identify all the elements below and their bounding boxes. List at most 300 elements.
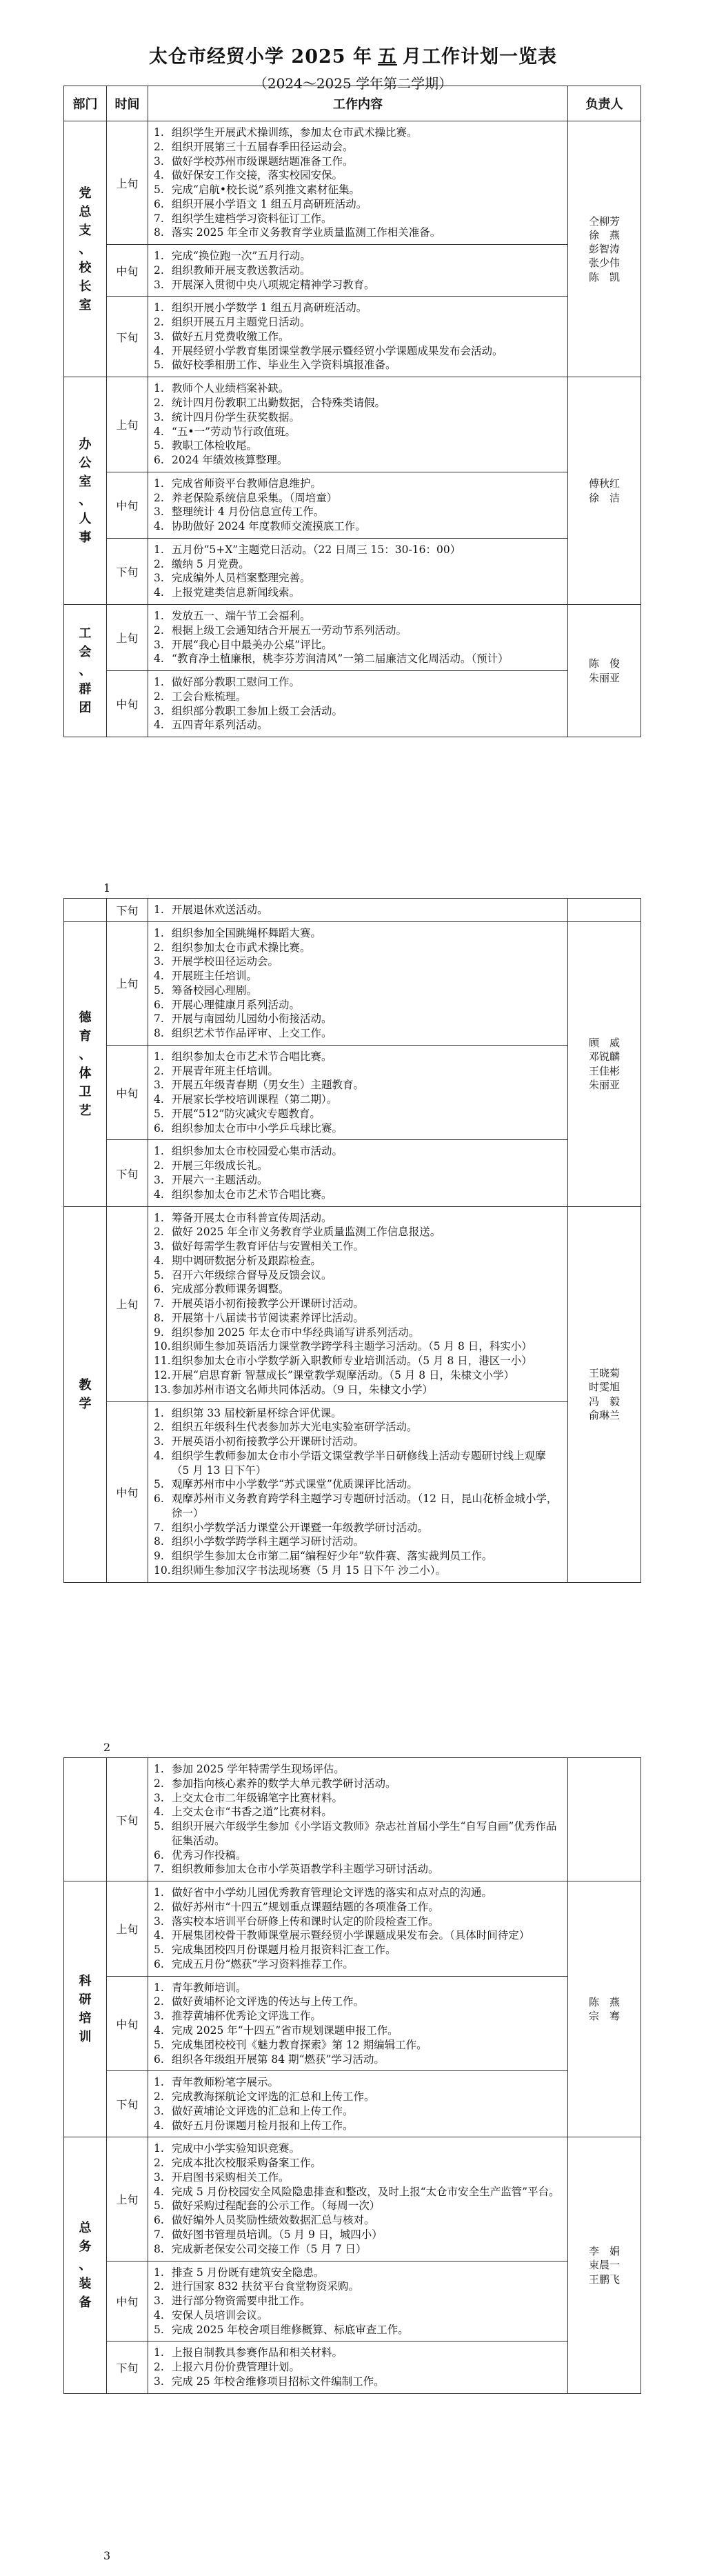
work-cell [148,2342,568,2393]
responsible-person: 时雯旭 [588,1381,620,1394]
work-item [154,1326,562,1340]
item-text: 组织五年级科生代表参加苏大光电实验室研学活动。 [172,1421,418,1434]
item-number: 3. [154,154,164,168]
item-text: 统计四月份教职工出勤数据，合特殊类请假。 [172,397,386,410]
dept-char: 会 [79,645,92,660]
item-text: 组织开展小学语文 1 组五月高研班活动。 [172,197,367,210]
responsible-person: 王鹏飞 [588,2273,620,2286]
work-item [154,1886,562,1900]
item-text: 观摩苏州市义务教育跨学科主题学习专题研讨活动。（12 日，昆山花桥金城小学，徐一） [172,1492,558,1519]
item-text: 做好部分教职工慰问工作。 [172,676,301,689]
item-number: 4. [154,1449,164,1462]
item-number: 7. [154,212,164,225]
responsible-person: 王晓菊 [588,1367,620,1380]
item-number: 6. [154,1492,164,1506]
work-item [154,926,562,941]
item-number: 8. [154,2242,164,2255]
item-number: 2. [154,316,164,329]
work-cell [148,377,568,472]
item-number: 1. [154,301,164,314]
work-item [154,1957,562,1972]
item-text: 组织学生教师参加太仓市小学语文课堂教学半日研修线上活动专题研讨线上观摩（5 月 13 日下午） [172,1449,546,1477]
item-text: 教师个人业绩档案补缺。 [172,382,290,395]
item-text: 开展学校田径运动会。 [172,955,279,968]
work-item [154,1383,562,1397]
resp-cell [568,921,641,1206]
work-item [154,453,562,468]
item-number: 2. [154,397,164,410]
work-cell [148,604,568,670]
plan-row [64,899,641,922]
item-number: 2. [154,1900,164,1913]
item-text: 发放五一、端午节工会福利。 [172,609,311,622]
work-cell [148,899,568,922]
work-item [154,263,562,278]
work-item [154,1420,562,1435]
item-number: 6. [154,998,164,1011]
item-text: 组织教师参加太仓市小学英语教学科主题学习研讨活动。 [172,1863,439,1876]
plan-row [64,2342,641,2393]
work-item-list [154,2075,562,2133]
work-item [154,212,562,226]
work-item [154,477,562,491]
item-number: 1. [154,676,164,689]
page-subtitle: （2024～2025 学年第二学期） [253,75,453,92]
item-text: 组织学生建档学习资料征订工作。 [172,212,332,225]
item-text: 组织师生参加英语活力课堂教学跨学科主题学习活动。（5 月 8 日，科实小） [172,1340,532,1353]
col-header-dept: 部门 [64,86,107,121]
item-text: 开展第十八届读书节阅读素养评比活动。 [172,1311,365,1324]
work-item-list [154,381,562,468]
work-item [154,1268,562,1283]
responsible-person: 张少伟 [588,257,620,270]
resp-cell [568,1758,641,1881]
item-number: 4. [154,586,164,599]
responsible-person: 陈 俊 [588,657,620,670]
item-text: 组织各年级组开展第 84 期“燃获”学习活动。 [172,2053,385,2066]
item-number: 5. [154,183,164,197]
time-cell: 上旬 [107,921,148,1045]
work-item [154,301,562,315]
page-title [0,0,706,68]
work-item [154,571,562,586]
item-text: 开展英语小初衔接教学公开课研讨活动。 [172,1297,365,1310]
dept-cell [64,1881,107,2137]
item-number: 4. [154,2308,164,2322]
item-text: 组织参加太仓市小学数学新入职教师专业培训活动。（5 月 8 日，港区一小） [172,1355,532,1368]
item-text: 做好黄埔论文评选的汇总和上传工作。 [172,2104,354,2117]
responsible-person: 束晨一 [588,2259,620,2272]
dept-char: 室 [79,474,92,489]
work-item [154,543,562,557]
item-number: 1. [154,1886,164,1899]
item-text: 完成省师资平台教师信息维护。 [172,477,322,490]
work-item [154,718,562,732]
work-item [154,2024,562,2038]
page-1 [0,0,706,98]
work-cell [148,1881,568,1977]
responsible-person: 朱丽亚 [588,1078,620,1091]
table-header-row [64,86,641,121]
item-number: 1. [154,543,164,556]
item-number: 1. [154,1050,164,1063]
item-number: 3. [154,330,164,343]
work-item [154,652,562,666]
work-cell [148,538,568,604]
item-text: 组织参加太仓市艺术节合唱比赛。 [172,1188,332,1201]
item-text: 开启图书采购相关工作。 [172,2170,290,2184]
item-text: 做好编外人员奖励性绩效数据汇总与核对。 [172,2214,375,2227]
item-number: 8. [154,1027,164,1040]
dept-char: 、 [79,2258,92,2273]
item-text: 完成“换位跑一次”五月行动。 [172,250,311,263]
item-number: 5. [154,359,164,372]
item-text: 组织学生开展武术操训练，参加太仓市武术操比赛。 [172,126,418,139]
work-item [154,1188,562,1202]
item-text: 参加苏州市语文名师共同体活动。（9 日，朱棣文小学） [172,1383,434,1396]
item-number: 4. [154,1093,164,1106]
work-item-list [154,1406,562,1578]
time-cell: 下旬 [107,538,148,604]
work-item [154,1762,562,1777]
item-number: 1. [154,1211,164,1224]
work-item-list [154,126,562,240]
work-item [154,586,562,600]
work-item [154,2294,562,2308]
dept-char: 训 [79,2030,92,2045]
item-text: 开展“启思育新 智慧成长”课堂教学观摩活动。（5 月 8 日，朱棣文小学） [172,1368,515,1381]
work-item [154,2038,562,2053]
plan-table-page-2 [63,898,641,1583]
col-header-resp: 负责人 [568,86,641,121]
dept-char: 校 [79,260,92,275]
work-item [154,704,562,719]
time-cell: 下旬 [107,1758,148,1881]
item-number: 10. [154,1564,171,1577]
item-text: 根据上级工会通知结合开展五一劳动节系列活动。 [172,623,407,637]
dept-char: 工 [79,626,92,641]
work-item [154,1449,562,1478]
work-item [154,2213,562,2228]
item-number: 4. [154,1929,164,1942]
responsible-person: 冯 毅 [588,1395,620,1408]
item-number: 5. [154,1944,164,1957]
item-number: 4. [154,520,164,533]
item-text: 整理统计 4 月份信息宣传工作。 [172,506,325,519]
col-header-time: 时间 [107,86,148,121]
work-item [154,1211,562,1226]
plan-row [64,377,641,472]
item-number: 2. [154,2280,164,2293]
section-office [64,377,641,605]
item-number: 1. [154,1145,164,1158]
item-number: 3. [154,1079,164,1092]
item-text: 开展退休欢送活动。 [172,903,268,916]
item-text: 开展青年班主任培训。 [172,1064,279,1077]
time-cell: 下旬 [107,297,148,377]
work-cell [148,121,568,245]
work-item [154,1435,562,1449]
work-item [154,226,562,240]
dept-char: 长 [79,279,92,294]
work-item [154,381,562,396]
time-cell: 上旬 [107,1881,148,1977]
responsible-person: 顾 威 [588,1037,620,1050]
work-item [154,197,562,212]
resp-cell [568,1881,641,2137]
item-number: 6. [154,1283,164,1296]
item-text: 组织小学数学跨学科主题学习研讨活动。 [172,1535,365,1548]
work-item [154,2090,562,2104]
item-text: 组织开展小学数学 1 组五月高研班活动。 [172,301,367,314]
work-item [154,1354,562,1368]
item-text: 协助做好 2024 年度教师交流摸底工作。 [172,520,366,533]
responsible-person: 邓锐麟 [588,1050,620,1064]
work-item-list [154,543,562,600]
item-number: 4. [154,169,164,182]
item-number: 1. [154,1406,164,1419]
work-cell [148,472,568,538]
work-item [154,2053,562,2067]
col-header-work: 工作内容 [148,86,568,121]
work-item [154,1981,562,1995]
dept-cell [64,1206,107,1582]
resp-cell [568,1206,641,1582]
dept-char: 体 [79,1066,92,1081]
plan-row [64,245,641,297]
work-item [154,1995,562,2009]
plan-row [64,1045,641,1140]
item-text: 做好 2025 年全市义务教育学业质量监测工作信息报送。 [172,1226,441,1239]
resp-cell [568,604,641,737]
dept-char: 支 [79,223,92,238]
item-number: 2. [154,263,164,277]
item-number: 9. [154,1326,164,1339]
work-item-list [154,249,562,292]
item-text: 组织开展第三十五届春季田径运动会。 [172,140,354,153]
item-number: 2. [154,1995,164,2008]
item-number: 5. [154,1820,164,1833]
plan-row [64,921,641,1045]
item-text: 开展深入贯彻中央八项规定精神学习教育。 [172,278,375,291]
time-cell: 上旬 [107,377,148,472]
dept-char: 卫 [79,1084,92,1099]
work-item-list [154,2266,562,2337]
work-item-list [154,903,562,917]
work-item [154,2279,562,2294]
resp-cell [568,2137,641,2393]
time-cell: 上旬 [107,1206,148,1401]
work-item [154,1173,562,1188]
work-item [154,505,562,519]
item-text: “五•一”劳动节行政值班。 [172,425,296,438]
item-number: 10. [154,1340,171,1353]
item-text: 开展与南园幼儿园幼小衔接活动。 [172,1012,332,1026]
plan-table-page-1 [63,86,641,737]
item-text: 开展家长学校培训课程（第二期）。 [172,1093,338,1106]
work-item [154,690,562,704]
work-cell [148,1976,568,2071]
item-number: 2. [154,1777,164,1790]
item-text: 落实校本培训平台研修上传和课时认定的阶段检查工作。 [172,1915,439,1928]
time-cell: 下旬 [107,899,148,922]
responsible-person: 朱丽亚 [588,671,620,684]
work-item [154,278,562,292]
responsible-person: 俞琳兰 [588,1408,620,1421]
work-item [154,2228,562,2242]
dept-char: 培 [79,2011,92,2026]
item-number: 7. [154,2228,164,2241]
item-number: 2. [154,1421,164,1434]
plan-row [64,2137,641,2261]
item-number: 3. [154,410,164,423]
work-item [154,249,562,263]
item-number: 1. [154,126,164,139]
item-text: 上报自制教具参赛作品和相关材料。 [172,2346,343,2359]
work-item [154,410,562,425]
work-item [154,941,562,955]
work-item [154,1406,562,1421]
item-text: 做好省中小学幼儿园优秀教育管理论文评选的落实和点对点的沟通。 [172,1886,493,1899]
item-text: 统计四月份学生获奖数据。 [172,410,301,423]
item-text: 完成教海探航论文评选的汇总和上传工作。 [172,2090,375,2104]
item-number: 12. [154,1368,171,1381]
item-text: 推荐黄埔杯优秀论文评选工作。 [172,2010,322,2023]
item-number: 3. [154,506,164,519]
item-text: 筹备校园心理剧。 [172,984,258,997]
work-item [154,344,562,359]
time-cell: 下旬 [107,2071,148,2137]
item-number: 3. [154,572,164,585]
plan-row [64,538,641,604]
item-text: 做好每需学生教育评估与安置相关工作。 [172,1240,365,1253]
responsible-person: 李 娟 [588,2245,620,2258]
work-item [154,1900,562,1915]
item-text: 完成 5 月份校园安全风险隐患排查和整改，及时上报“太仓市安全生产监管”平台。 [172,2185,560,2198]
item-text: 进行国家 832 扶贫平台食堂物资采购。 [172,2280,359,2293]
dept-cell [64,2137,107,2393]
dept-char: 公 [79,455,92,470]
work-item [154,1064,562,1079]
work-item-list [154,301,562,372]
section-union-cont [64,899,641,922]
item-text: “教育净土植廉根，桃李芬芳润清风”一第二届廉洁文化周活动。（预计） [172,652,509,666]
item-text: 完成五月份“燃获”学习资料推荐工作。 [172,1957,354,1970]
plan-row [64,1140,641,1206]
resp-cell [568,899,641,922]
work-item [154,154,562,169]
work-item-list [154,1981,562,2067]
item-number: 5. [154,2038,164,2051]
work-item [154,1521,562,1535]
work-item [154,969,562,984]
dept-char: 研 [79,1993,92,2008]
work-cell [148,1045,568,1140]
work-item [154,1225,562,1239]
work-item [154,1012,562,1026]
work-item [154,315,562,330]
item-number: 3. [154,1174,164,1187]
item-text: 组织参加太仓市武术操比赛。 [172,941,311,954]
plan-table-page-3 [63,1757,641,2394]
item-text: 五月份“5+X”主题党日活动。（22 日周三 15：30-16：00） [172,543,461,556]
item-text: 做好五月党费收缴工作。 [172,330,290,343]
item-text: 上交太仓市二年级锦笔字比赛材料。 [172,1791,343,1804]
item-text: 上交太仓市“书香之道”比赛材料。 [172,1806,332,1819]
work-item [154,1805,562,1819]
item-number: 2. [154,140,164,153]
dept-char: 装 [79,2277,92,2291]
item-text: 组织开展五月主题党日活动。 [172,316,311,329]
item-number: 2. [154,2090,164,2104]
item-number: 4. [154,719,164,732]
title-suffix: 月工作计划一览表 [402,46,557,68]
item-number: 4. [154,1254,164,1267]
dept-char: 党 [79,186,92,201]
item-number: 3. [154,278,164,291]
item-number: 3. [154,2375,164,2388]
time-cell: 中旬 [107,1401,148,1582]
responsible-person: 仝柳芳 [588,214,620,228]
item-number: 6. [154,2053,164,2066]
item-text: 工会台账梳理。 [172,690,247,703]
item-text: 做好校季相册工作、毕业生入学资料填报准备。 [172,359,396,372]
dept-char: 、 [79,492,92,508]
item-number: 6. [154,197,164,210]
section-moral [64,921,641,1206]
item-number: 3. [154,1435,164,1448]
title-month: 五 [377,46,397,68]
work-item [154,2170,562,2185]
item-text: 组织参加全国跳绳杯舞蹈大赛。 [172,926,322,939]
time-cell: 下旬 [107,1140,148,1206]
item-text: 开展心理健康月系列活动。 [172,998,301,1011]
item-number: 7. [154,1863,164,1876]
item-text: 开展班主任培训。 [172,970,258,983]
item-text: 上报党建类信息新闻线索。 [172,586,301,599]
plan-row [64,671,641,737]
item-text: 开展五年级青春期（男女生）主题教育。 [172,1079,365,1092]
item-number: 1. [154,2346,164,2359]
item-number: 8. [154,1311,164,1324]
item-text: 完成集团校四月份课题月检月报资料汇查工作。 [172,1944,396,1957]
item-number: 1. [154,2076,164,2089]
section-general [64,2137,641,2393]
item-number: 3. [154,638,164,651]
item-text: 开展英语小初衔接教学公开课研讨活动。 [172,1435,365,1448]
responsible-person: 陈 凯 [588,270,620,283]
dept-cell [64,604,107,737]
item-number: 6. [154,1121,164,1135]
item-number: 6. [154,1957,164,1970]
work-item [154,1862,562,1877]
item-number: 1. [154,477,164,490]
work-item [154,1549,562,1564]
item-text: 召开六年级综合督导及反馈会议。 [172,1268,332,1281]
item-text: 做好保安工作交接，落实校园安保。 [172,169,343,182]
item-text: 优秀习作投稿。 [172,1848,247,1861]
dept-char: 、 [79,241,92,257]
work-item [154,2242,562,2257]
dept-char: 总 [79,2221,92,2235]
item-text: 完成 2025 年校舍项目维修概算、标底审查工作。 [172,2323,409,2336]
work-item [154,2119,562,2133]
item-number: 1. [154,2142,164,2155]
plan-row [64,1881,641,1977]
resp-cell [568,121,641,377]
item-text: 开展“512”防灾减灾专题教育。 [172,1107,321,1120]
work-item-list [154,2346,562,2388]
